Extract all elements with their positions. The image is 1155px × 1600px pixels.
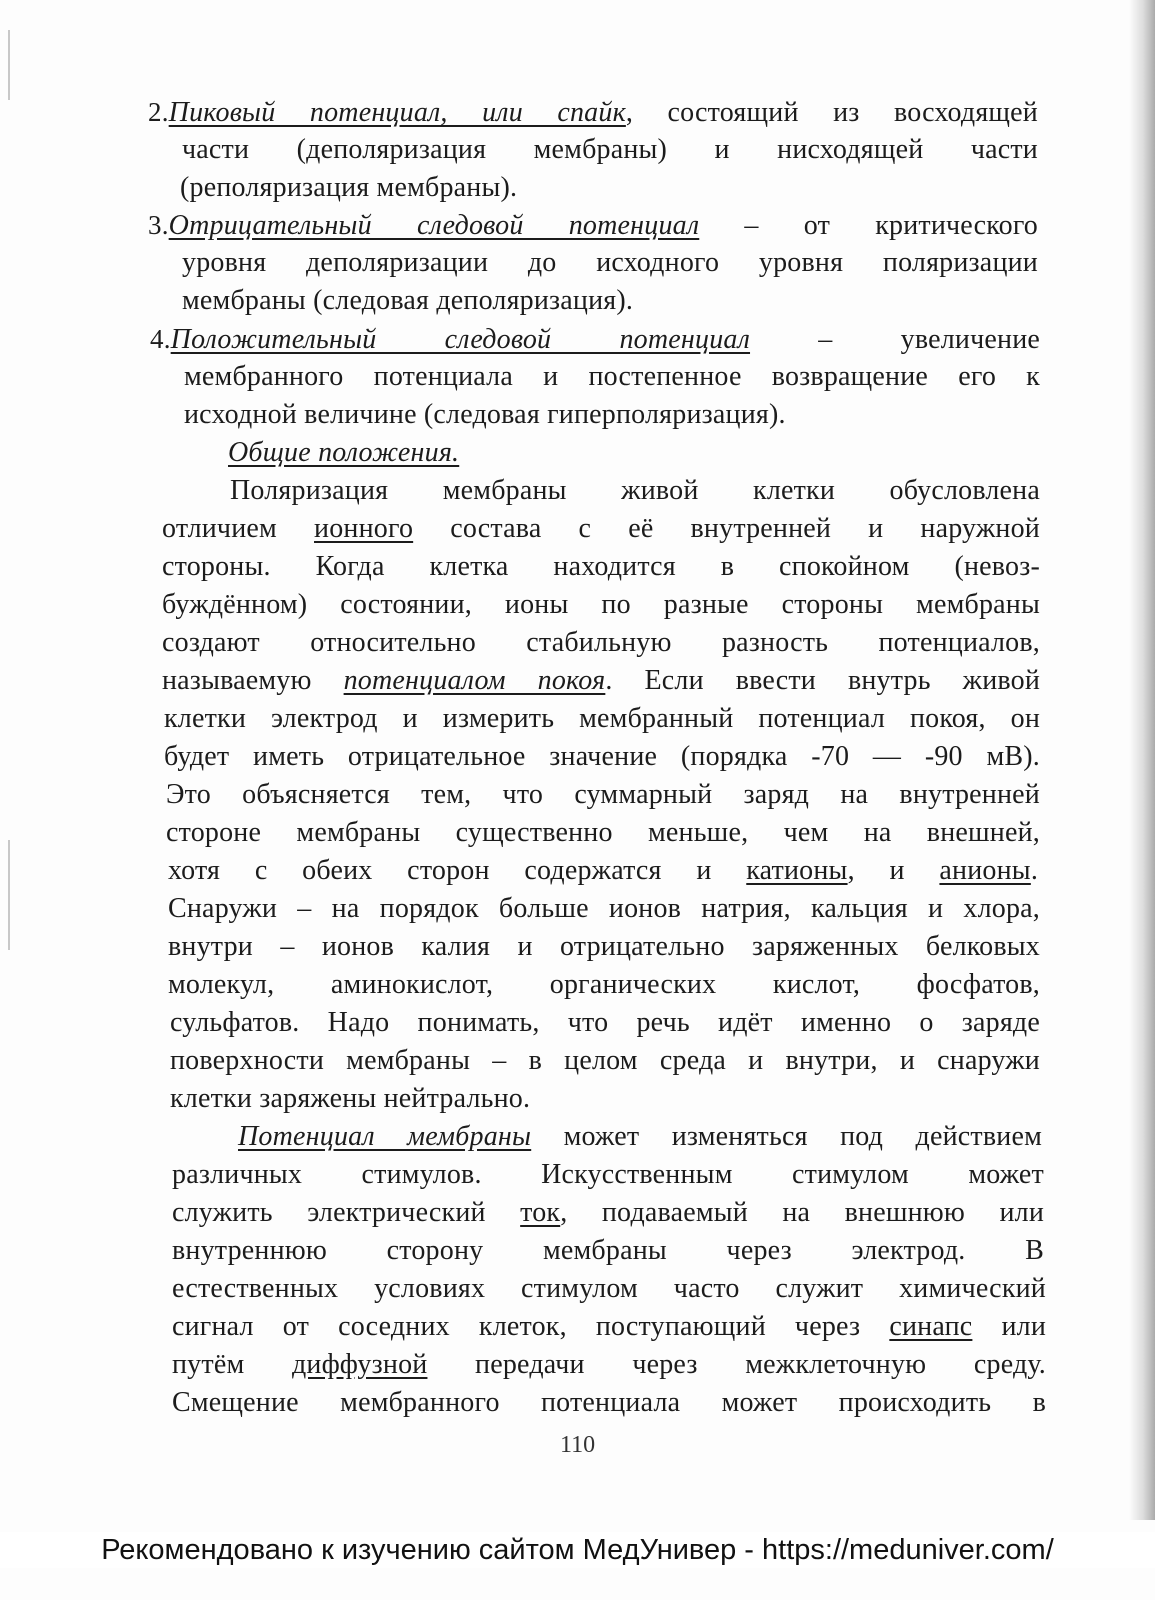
underlined-term: ионного — [314, 513, 414, 544]
list-text: – от критического — [744, 210, 1039, 241]
list-item-2-line-3: (реполяризация мембраны). — [180, 172, 518, 203]
paragraph-1-line: поверхности мембраны – в целом среда и внутри, и снаружи — [170, 1045, 1040, 1076]
paragraph-2-line: служить электрический ток, подаваемый на внешнюю или — [172, 1197, 1045, 1228]
underlined-term: анионы — [939, 855, 1031, 886]
paragraph-2-line: внутреннюю сторону мембраны через электрод. В — [172, 1235, 1044, 1266]
paragraph-1-line: клетки электрод и измерить мембранный потенциал покоя, он — [164, 703, 1040, 734]
paragraph-1-line: клетки заряжены нейтрально. — [170, 1083, 531, 1114]
list-item-2-line-2: части (деполяризация мембраны) и нисходящей части — [182, 134, 1038, 165]
paragraph-1-line: хотя с обеих сторон содержатся и катионы, и анионы. — [168, 855, 1039, 886]
list-term: Пиковый потенциал, или спайк — [168, 97, 626, 128]
underlined-term: синапс — [889, 1311, 973, 1342]
list-item-4-line-3: исходной величине (следовая гиперполяризация). — [184, 399, 786, 430]
list-item-3-line-1 — [148, 207, 1038, 244]
scan-artifact — [8, 840, 10, 950]
paragraph-1-line: стороне мембраны существенно меньше, чем на внешней, — [166, 817, 1040, 848]
paragraph-2-line: сигнал от соседних клеток, поступающий через синапс или — [172, 1311, 1047, 1342]
underlined-term: диффузной — [291, 1349, 428, 1380]
page-number: 110 — [560, 1432, 596, 1458]
section-heading: Общие положения. — [228, 437, 460, 468]
scan-artifact — [8, 30, 10, 100]
list-item-2-line-1 — [148, 94, 1038, 131]
list-item-4-line-1 — [150, 321, 1040, 358]
paragraph-1-line: отличием ионного состава с её внутренней и наружной — [162, 513, 1040, 544]
paragraph-1-line: буждённом) состоянии, ионы по разные стороны мембраны — [162, 589, 1040, 620]
paragraph-1-line: внутри – ионов калия и отрицательно заряженных белковых — [168, 931, 1040, 962]
page-edge-shadow — [1129, 0, 1155, 1520]
list-text: – увеличение — [818, 324, 1041, 355]
paragraph-1-line: Это объясняется тем, что суммарный заряд на внутренней — [166, 779, 1040, 810]
paragraph-2-line: путём диффузной передачи через межклеточную среду. — [172, 1349, 1046, 1380]
list-term: Отрицательный следовой потенциал — [168, 210, 700, 241]
paragraph-1-line: стороны. Когда клетка находится в спокойном (невоз- — [162, 551, 1040, 582]
list-item-4-line-2: мембранного потенциала и постепенное возвращение его к — [184, 361, 1040, 392]
underlined-term: потенциалом покоя — [343, 665, 606, 696]
paragraph-1-line: сульфатов. Надо понимать, что речь идёт именно о заряде — [170, 1007, 1040, 1038]
underlined-term: Потенциал мембраны — [238, 1121, 532, 1152]
footer-watermark: Рекомендовано к изучению сайтом МедУнивер - https://meduniver.com/ — [0, 1532, 1155, 1568]
paragraph-1-line: Снаружи – на порядок больше ионов натрия, кальция и хлора, — [168, 893, 1040, 924]
list-text: , состоящий из восходящей — [625, 97, 1038, 128]
paragraph-1-line: Поляризация мембраны живой клетки обусловлена — [230, 475, 1040, 506]
paragraph-2-line: различных стимулов. Искусственным стимулом может — [172, 1159, 1044, 1190]
list-number: 4. — [150, 324, 171, 354]
list-number: 3. — [148, 210, 169, 240]
list-number: 2. — [148, 97, 169, 127]
paragraph-2-line: Потенциал мембраны может изменяться под действием — [238, 1121, 1043, 1152]
underlined-term: катионы — [746, 855, 848, 886]
paragraph-1-line: называемую потенциалом покоя. Если ввести внутрь живой — [162, 665, 1041, 696]
paragraph-1-line: создают относительно стабильную разность потенциалов, — [162, 627, 1040, 658]
paragraph-2-line: естественных условиях стимулом часто служит химический — [172, 1273, 1046, 1304]
list-item-3-line-2: уровня деполяризации до исходного уровня поляризации — [182, 247, 1038, 278]
paragraph-2-line: Смещение мембранного потенциала может происходить в — [172, 1387, 1046, 1418]
list-term: Положительный следовой потенциал — [170, 324, 751, 355]
list-item-3-line-3: мембраны (следовая деполяризация). — [182, 285, 634, 316]
underlined-term: ток — [520, 1197, 561, 1228]
paragraph-1-line: будет иметь отрицательное значение (порядка -70 — -90 мВ). — [164, 741, 1040, 772]
paragraph-1-line: молекул, аминокислот, органических кислот, фосфатов, — [168, 969, 1040, 1000]
